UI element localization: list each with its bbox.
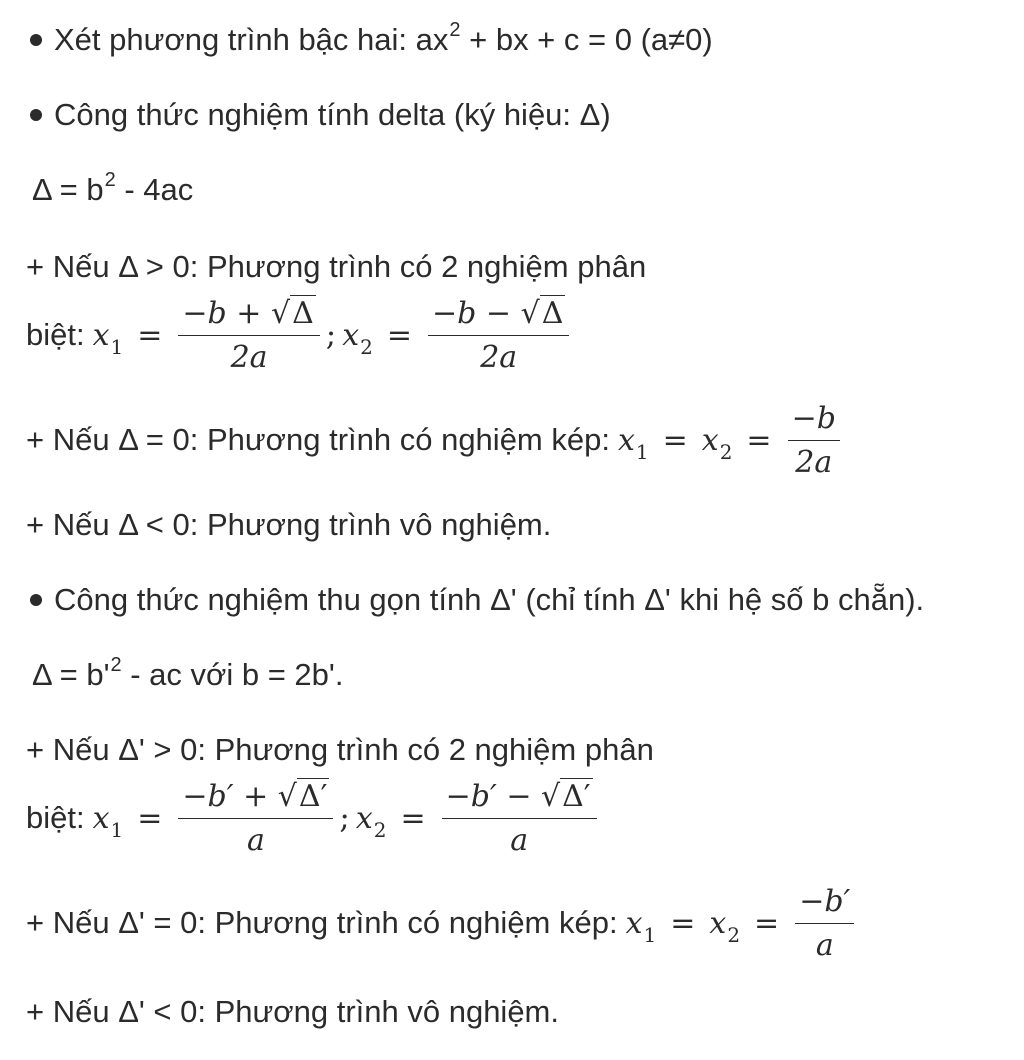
fraction-x1: $\frac{-b + √\Delta}{2a}$ [178, 295, 319, 375]
text: + Nếu Δ = 0: Phương trình có nghiệm kép: [26, 422, 610, 457]
equals-sign: = [137, 317, 163, 353]
x1-symbol: $x_1$ [617, 422, 649, 464]
case-delta-negative [26, 505, 551, 545]
equals-sign: = [400, 800, 426, 836]
x2-symbol: $x_2$ [355, 800, 387, 842]
text: Công thức nghiệm tính delta (ký hiệu: Δ) [54, 97, 611, 132]
text: Xét phương trình bậc hai: ax [54, 22, 449, 57]
text: - 4ac [115, 172, 194, 207]
bullet-icon [30, 594, 42, 606]
text: Δ = b' [32, 657, 110, 692]
exponent: 2 [104, 169, 116, 191]
case-delta-prime-positive [26, 730, 654, 770]
text: + Nếu Δ' < 0: Phương trình vô nghiệm. [26, 994, 559, 1029]
text: Công thức nghiệm thu gọn tính Δ' (chỉ tính Δ' khi hệ số b chẵn). [54, 582, 925, 617]
fraction-double-root: $\frac{-b'}{a}$ [795, 884, 854, 963]
case-delta-prime-zero [26, 878, 856, 968]
x1-symbol: $x_1$ [625, 905, 657, 947]
case-delta-prime-negative [26, 992, 559, 1032]
text: + Nếu Δ' = 0: Phương trình có nghiệm kép: [26, 905, 618, 940]
fraction-x2: $\frac{-b' - √\Delta'}{a}$ [442, 778, 597, 858]
fraction-x2: $\frac{-b - √\Delta}{2a}$ [428, 295, 569, 375]
separator: ; [339, 800, 350, 836]
x2-symbol: $x_2$ [709, 905, 741, 947]
x1-symbol: $x_1$ [92, 317, 124, 359]
text: - ac với b = 2b'. [121, 657, 344, 692]
bullet-reduced-formula [26, 580, 924, 620]
text: + Nếu Δ' > 0: Phương trình có 2 nghiệm phân [26, 732, 654, 767]
exponent: 2 [449, 19, 461, 41]
x2-symbol: $x_2$ [342, 317, 373, 359]
x2-symbol: $x_2$ [701, 422, 733, 464]
equals-sign: = [662, 422, 688, 458]
fraction-double-root: $\frac{-b}{2a}$ [788, 401, 840, 480]
equals-sign: = [746, 422, 772, 458]
roots-formula-delta-prime [26, 773, 599, 863]
bullet-quadratic-equation [26, 20, 713, 64]
delta-definition [32, 170, 193, 214]
bullet-icon [30, 34, 42, 46]
roots-formula-delta [26, 290, 571, 380]
equals-sign: = [137, 800, 163, 836]
text: + Nếu Δ > 0: Phương trình có 2 nghiệm phân [26, 249, 647, 284]
case-delta-zero [26, 395, 842, 485]
text: Δ = b [32, 172, 104, 207]
bullet-icon [30, 109, 42, 121]
x1-symbol: $x_1$ [92, 800, 124, 842]
text: biệt: [26, 800, 85, 835]
exponent: 2 [110, 654, 122, 676]
text: + Nếu Δ < 0: Phương trình vô nghiệm. [26, 507, 552, 542]
equals-sign: = [386, 317, 413, 353]
equals-sign: = [754, 905, 780, 941]
text: biệt: [26, 317, 85, 352]
bullet-delta-formula [26, 95, 611, 135]
fraction-x1: $\frac{-b' + √\Delta'}{a}$ [178, 778, 333, 858]
equals-sign: = [670, 905, 696, 941]
text: + bx + c = 0 (a≠0) [460, 22, 713, 57]
delta-prime-definition [32, 655, 343, 699]
case-delta-positive [26, 247, 646, 287]
separator: ; [325, 317, 337, 353]
